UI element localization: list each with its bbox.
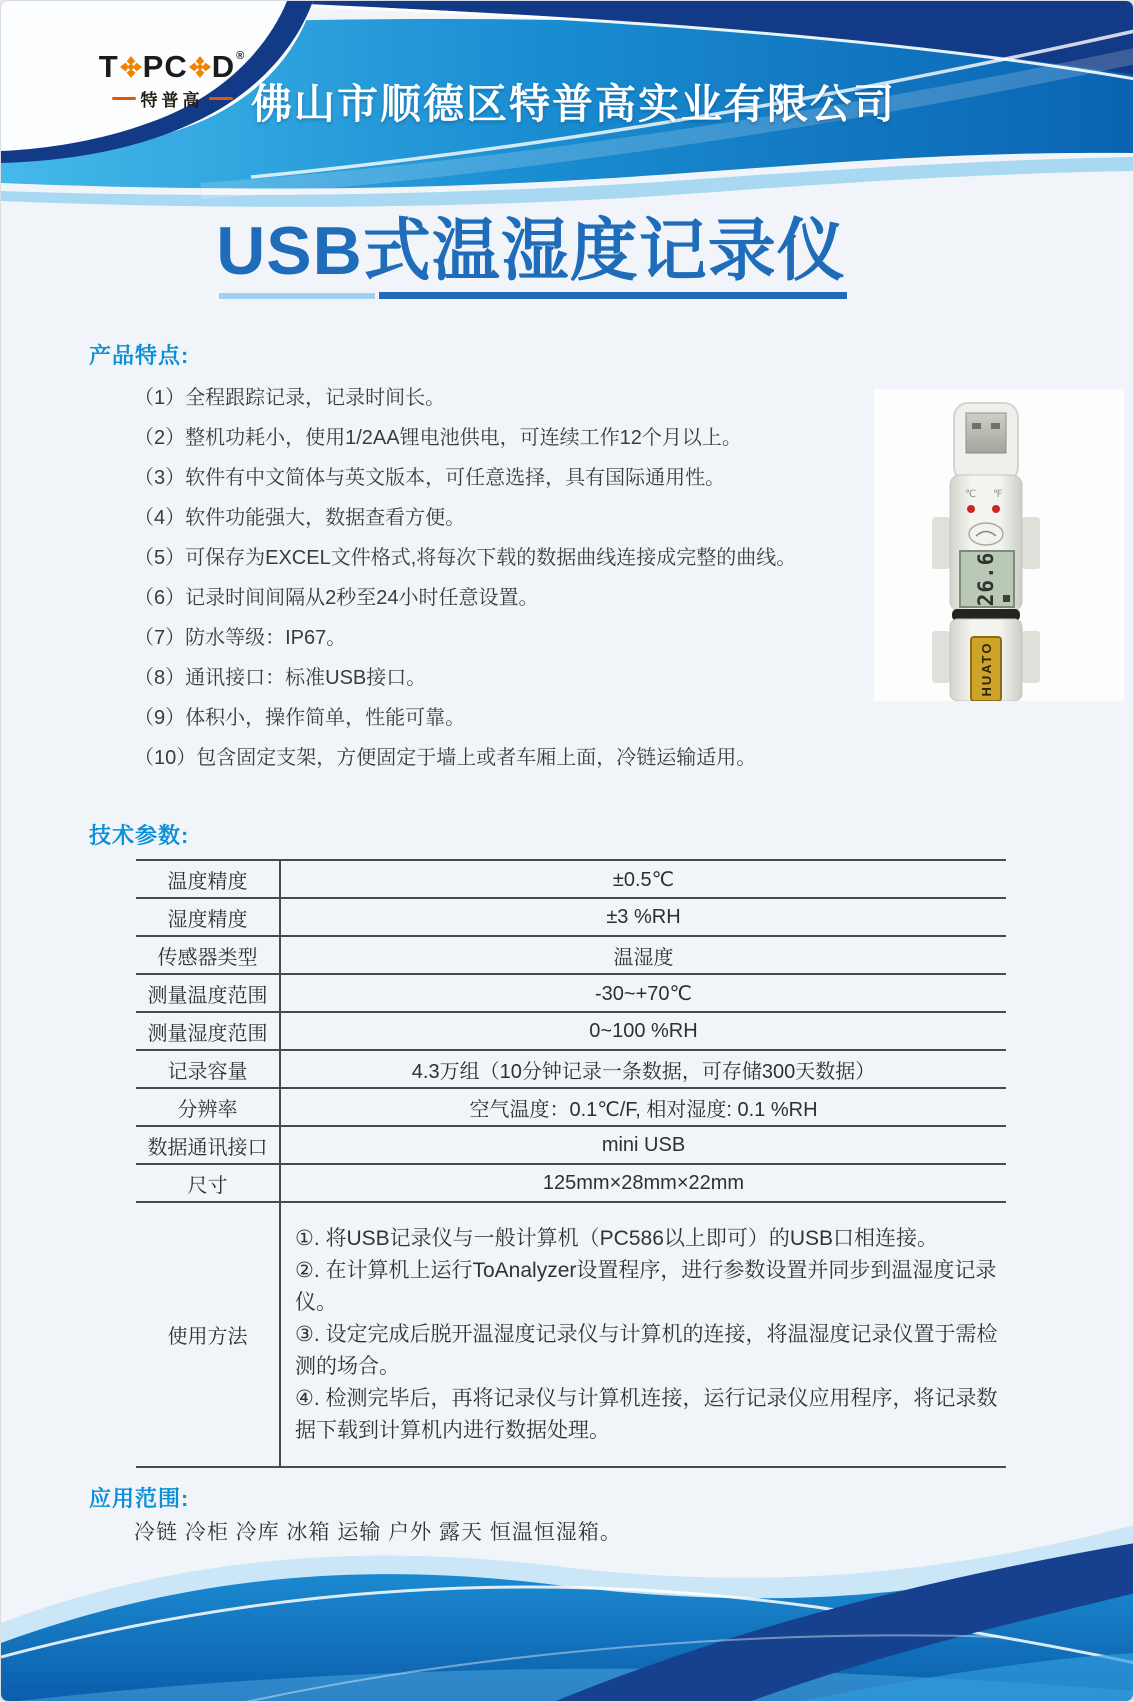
table-row	[136, 1127, 1006, 1165]
status-led	[967, 505, 975, 513]
usb-datalogger-illustration	[874, 389, 1124, 701]
usage-step: ①. 将USB记录仪与一般计算机（PC586以上即可）的USB口相连接。	[295, 1226, 939, 1250]
brand-logo	[87, 51, 257, 111]
lcd-reading: 26.6	[974, 551, 998, 607]
feature-item: （2）整机功耗小，使用1/2AA锂电池供电，可连续工作12个月以上。	[134, 426, 742, 449]
usage-step: ④. 检测完毕后，再将记录仪与计算机连接，运行记录仪应用程序，将记录数据下载到计算机内进行数据处理。	[295, 1386, 998, 1442]
mount-clip	[932, 631, 950, 683]
logo-letters: PC	[142, 49, 188, 84]
spec-value: -30~+70℃	[595, 982, 692, 1005]
table-row	[136, 899, 1006, 937]
logo-o-icon	[189, 56, 211, 78]
footer-wave-graphic	[1, 1471, 1134, 1702]
brand-label-text: HUATO	[979, 641, 994, 697]
feature-item: （6）记录时间间隔从2秒至24小时任意设置。	[134, 586, 539, 609]
spec-label: 数据通讯接口	[136, 1127, 281, 1163]
title-underline-light	[219, 293, 375, 299]
usb-connector	[966, 413, 1006, 453]
usb-slot	[991, 423, 1000, 429]
mount-clip	[1022, 631, 1040, 683]
spec-value	[281, 1203, 1006, 1466]
feature-item: （9）体积小，操作简单，性能可靠。	[134, 706, 466, 729]
specs-heading: 技术参数:	[89, 823, 190, 848]
spec-value: 0~100 %RH	[589, 1019, 698, 1042]
usage-step: ②. 在计算机上运行ToAnalyzer设置程序，进行参数设置并同步到温湿度记录仪。	[295, 1258, 997, 1314]
feature-item: （4）软件功能强大，数据查看方便。	[134, 506, 466, 529]
table-row	[136, 975, 1006, 1013]
logo-o-icon	[120, 56, 142, 78]
spec-value: 温湿度	[613, 946, 674, 969]
logo-letter: T	[98, 49, 119, 84]
table-row	[136, 1089, 1006, 1127]
mount-clip	[932, 517, 950, 569]
status-led	[992, 505, 1000, 513]
temp-unit-mark: ℉	[993, 489, 1003, 500]
lcd-icon	[1003, 595, 1010, 602]
table-row	[136, 937, 1006, 975]
feature-item: （10）包含固定支架，方便固定于墙上或者车厢上面，冷链运输适用。	[134, 746, 757, 769]
feature-item: （8）通讯接口：标准USB接口。	[134, 666, 427, 689]
usb-slot	[972, 423, 981, 429]
spec-value: ±3 %RH	[606, 905, 681, 928]
table-row	[136, 861, 1006, 899]
specs-table	[136, 859, 1006, 1468]
table-row	[136, 1013, 1006, 1051]
page-title: USB式温湿度记录仪	[216, 213, 846, 289]
feature-item: （7）防水等级：IP67。	[134, 626, 347, 649]
brand-logo-subtext: 特普高	[87, 86, 257, 111]
features-heading: 产品特点:	[89, 343, 190, 368]
title-underline-dark	[379, 292, 847, 299]
spec-label: 温度精度	[136, 861, 281, 897]
table-row	[136, 1165, 1006, 1203]
mount-clip	[1022, 517, 1040, 569]
spec-value: ±0.5℃	[612, 868, 675, 891]
usage-step: ③. 设定完成后脱开温湿度记录仪与计算机的连接，将温湿度记录仪置于需检测的场合。	[295, 1322, 998, 1378]
badge-oval	[969, 523, 1003, 545]
spec-value: mini USB	[601, 1133, 686, 1156]
logo-letter: D	[211, 49, 236, 84]
product-photo	[874, 389, 1124, 701]
features-list	[134, 375, 894, 775]
temp-unit-mark: ℃	[965, 489, 977, 500]
spec-label: 传感器类型	[136, 937, 281, 973]
table-row	[136, 1203, 1006, 1468]
spec-label: 测量温度范围	[136, 975, 281, 1011]
feature-item: （1）全程跟踪记录，记录时间长。	[134, 386, 446, 409]
company-name: 佛山市顺德区特普高实业有限公司	[251, 81, 896, 127]
brand-logo-word	[87, 51, 257, 82]
spec-value: 4.3万组（10分钟记录一条数据，可存储300天数据）	[411, 1060, 876, 1083]
spec-value: 空气温度：0.1℃/F, 相对湿度: 0.1 %RH	[469, 1098, 818, 1121]
registered-mark: ®	[236, 50, 246, 62]
spec-label: 记录容量	[136, 1051, 281, 1087]
spec-label: 分辨率	[136, 1089, 281, 1125]
table-row	[136, 1051, 1006, 1089]
feature-item: （3）软件有中文简体与英文版本，可任意选择，具有国际通用性。	[134, 466, 726, 489]
spec-label: 湿度精度	[136, 899, 281, 935]
applications-heading: 应用范围:	[89, 1486, 190, 1511]
spec-label: 测量湿度范围	[136, 1013, 281, 1049]
spec-label: 尺寸	[136, 1165, 281, 1201]
applications-text: 冷链 冷柜 冷库 冰箱 运输 户外 露天 恒温恒湿箱。	[134, 1521, 622, 1544]
feature-item: （5）可保存为EXCEL文件格式,将每次下载的数据曲线连接成完整的曲线。	[134, 546, 797, 569]
spec-value: 125mm×28mm×22mm	[542, 1171, 745, 1194]
spec-label: 使用方法	[136, 1203, 281, 1466]
